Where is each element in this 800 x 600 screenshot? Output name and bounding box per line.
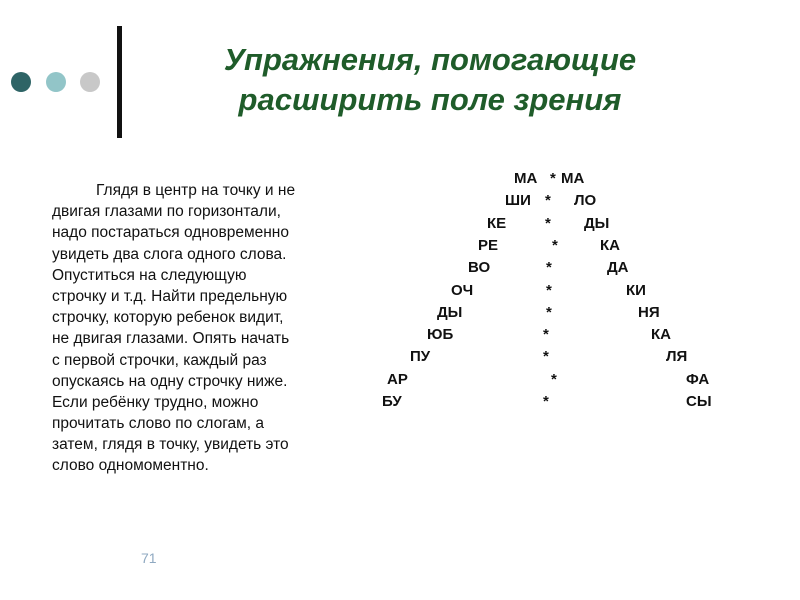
pyramid-left-syllable: ПУ xyxy=(410,348,431,365)
instructions-line: затем, глядя в точку, увидеть это xyxy=(52,436,289,454)
pyramid-left-syllable: ОЧ xyxy=(451,282,474,299)
decorative-dot-icon-teal xyxy=(46,72,66,92)
pyramid-left-syllable: ШИ xyxy=(505,192,531,209)
instructions-text xyxy=(52,180,352,477)
instructions-line: Опуститься на следующую xyxy=(52,266,247,284)
instructions-line: с первой строчки, каждый раз xyxy=(52,351,267,369)
instructions-line: слово одномоментно. xyxy=(52,457,209,475)
pyramid-center-star: * xyxy=(543,348,549,365)
slide-title-line: расширить поле зрения xyxy=(238,82,622,117)
pyramid-right-syllable: ЛЯ xyxy=(666,348,688,365)
instructions-line: строчку, которую ребенок видит, xyxy=(52,309,284,327)
pyramid-left-syllable: БУ xyxy=(382,393,402,410)
slide-title-line: Упражнения, помогающие xyxy=(223,42,637,77)
pyramid-left-syllable: РЕ xyxy=(478,237,499,254)
pyramid-right-syllable: КА xyxy=(651,326,671,343)
pyramid-center-star: * xyxy=(551,371,557,388)
instructions-line: не двигая глазами. Опять начать xyxy=(52,330,290,348)
pyramid-center-star: * xyxy=(545,215,551,232)
pyramid-center-star: * xyxy=(546,282,552,299)
pyramid-left-syllable: АР xyxy=(387,371,408,388)
instructions-line: опускаясь на одну строчку ниже. xyxy=(52,372,288,390)
pyramid-center-star: * xyxy=(543,393,549,410)
decorative-dot-icon-dark xyxy=(11,72,31,92)
pyramid-left-syllable: КЕ xyxy=(487,215,507,232)
instructions-line: строчку и т.д. Найти предельную xyxy=(52,287,288,305)
pyramid-right-syllable: МА xyxy=(561,170,585,187)
decorative-dot-icon-gray xyxy=(80,72,100,92)
page-number: 71 xyxy=(141,550,157,566)
pyramid-right-syllable: ФА xyxy=(686,371,710,388)
instructions-line: прочитать слово по слогам, а xyxy=(52,415,265,433)
pyramid-center-star: * xyxy=(546,259,552,276)
pyramid-left-syllable: МА xyxy=(514,170,538,187)
instructions-line: двигая глазами по горизонтали, xyxy=(52,203,281,221)
instructions-line: Глядя в центр на точку и не xyxy=(96,182,296,199)
pyramid-right-syllable: ДЫ xyxy=(584,215,610,232)
slide-title xyxy=(170,40,690,120)
instructions-line: увидеть два слога одного слова. xyxy=(52,245,287,263)
pyramid-right-syllable: СЫ xyxy=(686,393,712,410)
pyramid-left-syllable: ДЫ xyxy=(437,304,463,321)
pyramid-center-star: * xyxy=(546,304,552,321)
pyramid-center-star: * xyxy=(543,326,549,343)
pyramid-right-syllable: КА xyxy=(600,237,620,254)
instructions-line: надо постараться одновременно xyxy=(52,224,289,242)
pyramid-center-star: * xyxy=(545,192,551,209)
instructions-line: Если ребёнку трудно, можно xyxy=(52,393,259,411)
pyramid-left-syllable: ЮБ xyxy=(427,326,454,343)
pyramid-right-syllable: ЛО xyxy=(574,192,597,209)
title-divider-bar xyxy=(117,26,122,138)
pyramid-center-star: * xyxy=(550,170,556,187)
pyramid-center-star: * xyxy=(552,237,558,254)
pyramid-right-syllable: КИ xyxy=(626,282,646,299)
pyramid-right-syllable: ДА xyxy=(607,259,629,276)
pyramid-left-syllable: ВО xyxy=(468,259,491,276)
pyramid-right-syllable: НЯ xyxy=(638,304,660,321)
